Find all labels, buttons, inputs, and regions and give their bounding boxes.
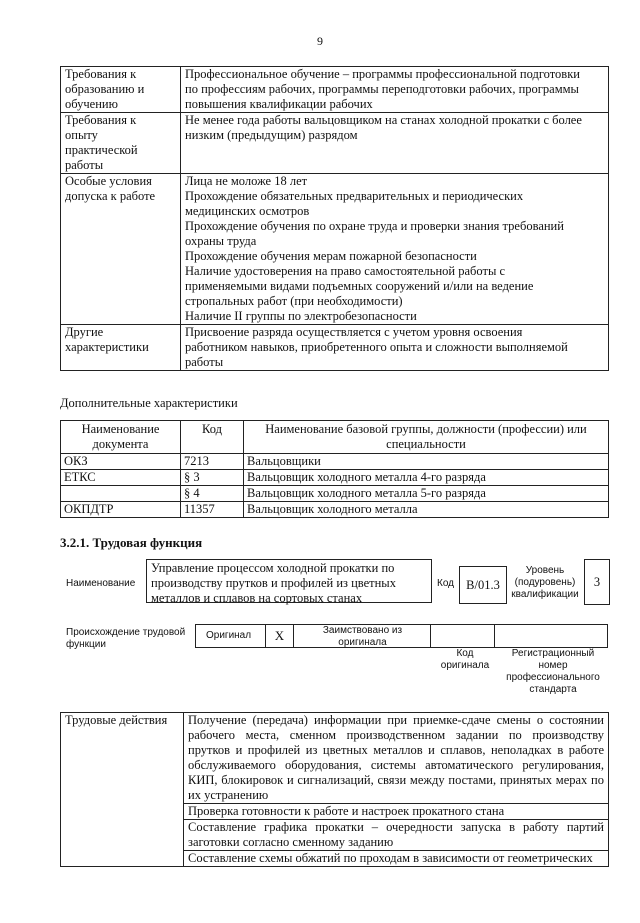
- requirement-label: Требования к опыту практической работы: [61, 113, 181, 174]
- cell-doc: [61, 486, 181, 502]
- labor-actions-label: Трудовые действия: [61, 713, 184, 867]
- cell-code: § 4: [181, 486, 244, 502]
- cell-doc: ОКПДТР: [61, 502, 181, 518]
- requirement-value: Присвоение разряда осуществляется с учетом уровня освоения работником навыков, приобретенного опыта и сложности выполняемой работы: [181, 325, 609, 371]
- additional-characteristics-title: Дополнительные характеристики: [60, 396, 238, 410]
- labor-action-row: [61, 713, 609, 804]
- section-title: 3.2.1. Трудовая функция: [60, 535, 203, 550]
- requirement-row: [61, 174, 609, 325]
- table-row: [61, 454, 609, 470]
- original-label: Оригинал: [206, 630, 252, 641]
- reg-number-cell: [495, 625, 607, 647]
- requirement-label: Особые условия допуска к работе: [61, 174, 181, 325]
- header-doc-name: Наименование документа: [61, 421, 181, 454]
- borrowed-cell: Заимствовано из оригинала: [294, 625, 431, 647]
- requirement-row: [61, 67, 609, 113]
- requirement-value: Лица не моложе 18 лет Прохождение обязательных предварительных и периодических медицинских осмотров Прохождение обучения по охране труда и проверки знания требований охраны труда Прохождение обучения мерам пожарной безопасности Наличие удостоверения на право самостоятельной работы с применяемыми видами подъемных сооружений и/или на ведение стропальных работ (при необходимости) Наличие II группы по электробезопасности: [181, 174, 609, 325]
- requirement-label: Требования к образованию и обучению: [61, 67, 181, 113]
- header-code: Код: [181, 421, 244, 454]
- table-row: [61, 502, 609, 518]
- function-name-box: [146, 559, 432, 603]
- cell-name: Вальцовщик холодного металла 5-го разряда: [244, 486, 609, 502]
- function-name-line: металлов и сплавов на сортовых станах: [151, 591, 363, 605]
- requirement-value: Профессиональное обучение – программы профессиональной подготовки по профессиям рабочих, программы переподготовки рабочих, программы повышения квалификации рабочих: [181, 67, 609, 113]
- requirement-row: [61, 113, 609, 174]
- function-name-line: Управление процессом холодной прокатки по: [151, 561, 395, 575]
- level-value: 3: [584, 559, 610, 605]
- labor-actions-table: [60, 712, 609, 867]
- cell-doc: ОКЗ: [61, 454, 181, 470]
- page-number: 9: [317, 34, 323, 48]
- labor-action-item: Составление схемы обжатий по проходам в зависимости от геометрических: [184, 851, 609, 867]
- labor-action-item: Составление графика прокатки – очередности запуска в работу партий заготовки согласно сменному заданию: [184, 820, 609, 851]
- function-name-line: производству прутков и профилей из цветных: [151, 576, 396, 590]
- additional-characteristics-table: [60, 420, 609, 518]
- cell-code: 7213: [181, 454, 244, 470]
- requirement-value: Не менее года работы вальцовщиком на станах холодной прокатки с более низким (предыдущим) разрядом: [181, 113, 609, 174]
- labor-action-item: Получение (передача) информации при приемке-сдаче смены о состоянии рабочего места, сменном производственном задании по производству прутков и профилей из цветных металлов и сплавов, неполадках в работе обслуживаемого оборудования, системы автоматического регулирования, КИП, блокировок и сигнализаций, связи между постами, принятых мерах по их устранению: [184, 713, 609, 804]
- original-cell: [196, 625, 266, 647]
- code-value: В/01.3: [459, 566, 507, 604]
- header-group-name: Наименование базовой группы, должности (профессии) или специальности: [244, 421, 609, 454]
- level-label: Уровень (подуровень) квалификации: [511, 565, 579, 600]
- reg-number-label: Регистрационный номер профессионального стандарта: [506, 648, 600, 695]
- origin-row: [195, 624, 608, 648]
- cell-name: Вальцовщик холодного металла: [244, 502, 609, 518]
- cell-name: Вальцовщик холодного металла 4-го разряда: [244, 470, 609, 486]
- cell-doc: ЕТКС: [61, 470, 181, 486]
- cell-code: 11357: [181, 502, 244, 518]
- requirements-table: [60, 66, 609, 371]
- original-mark: X: [266, 625, 294, 647]
- name-label: Наименование: [66, 578, 136, 589]
- table-row: [61, 486, 609, 502]
- code-original-cell: [431, 625, 495, 647]
- requirement-label: Другие характеристики: [61, 325, 181, 371]
- requirement-row: [61, 325, 609, 371]
- table-row: [61, 470, 609, 486]
- labor-action-item: Проверка готовности к работе и настроек прокатного стана: [184, 804, 609, 820]
- cell-code: § 3: [181, 470, 244, 486]
- origin-label: Происхождение трудовой функции: [66, 627, 186, 650]
- cell-name: Вальцовщики: [244, 454, 609, 470]
- code-original-label: Код оригинала: [440, 648, 490, 671]
- code-label: Код: [437, 578, 455, 589]
